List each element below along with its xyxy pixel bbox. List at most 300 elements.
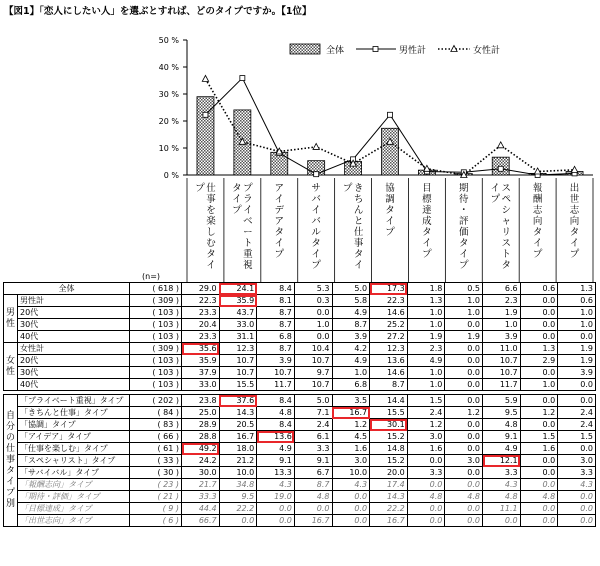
value-cell: 16.7	[370, 515, 408, 527]
value-cell: 3.9	[558, 367, 596, 379]
category-label	[570, 182, 580, 260]
value-cell: 4.3	[257, 479, 295, 491]
value-cell: 30.1	[370, 419, 408, 431]
value-cell: 1.0	[407, 319, 445, 331]
row-label: 「プライベート重視」タイプ	[18, 395, 130, 407]
category-label-char: イ	[274, 194, 285, 205]
value-cell: 0.0	[407, 455, 445, 467]
value-cell: 10.4	[294, 343, 332, 355]
value-cell: 0.0	[294, 503, 332, 515]
value-cell: 0.0	[445, 343, 483, 355]
value-cell: 1.0	[558, 307, 596, 319]
value-cell: 43.7	[219, 307, 257, 319]
category-label-char: ト	[501, 249, 511, 260]
category-label-char: 標	[422, 194, 432, 205]
value-cell: 8.7	[257, 319, 295, 331]
value-cell: 8.4	[257, 395, 295, 407]
value-cell: 3.0	[445, 455, 483, 467]
table-row	[4, 379, 596, 391]
category-label-char: 重	[243, 249, 253, 260]
value-cell: 0.0	[520, 367, 558, 379]
value-cell: 9.1	[483, 431, 521, 443]
male-point-4	[314, 172, 319, 177]
value-cell: 12.3	[370, 343, 408, 355]
value-cell: 6.8	[257, 331, 295, 343]
value-cell: 4.9	[407, 355, 445, 367]
row-label: 「スペシャリスト」タイプ	[18, 455, 130, 467]
value-cell: 0.0	[445, 355, 483, 367]
value-cell: 27.2	[370, 331, 408, 343]
category-label-char: プ	[422, 249, 432, 260]
value-cell: 21.2	[219, 455, 257, 467]
value-cell: 20.4	[182, 319, 220, 331]
value-cell: 35.6	[182, 343, 220, 355]
row-label: 20代	[18, 307, 130, 319]
n-label: (n=)	[142, 272, 161, 281]
value-cell: 1.0	[407, 307, 445, 319]
value-cell: 1.9	[558, 343, 596, 355]
value-cell: 0.0	[520, 319, 558, 331]
category-label-char: プ	[385, 227, 395, 238]
category-label-char: サ	[311, 183, 321, 194]
category-label-char: イ	[232, 194, 242, 205]
male-point-1	[203, 112, 208, 117]
value-cell: 1.3	[520, 343, 558, 355]
category-label-char: ア	[274, 183, 285, 194]
category-label-char: ベ	[243, 216, 253, 227]
value-cell: 4.8	[483, 491, 521, 503]
value-cell: 17.4	[370, 479, 408, 491]
value-cell: 1.6	[407, 443, 445, 455]
category-label-char: き	[353, 183, 364, 194]
row-n: ( 103 )	[130, 319, 182, 331]
row-n: ( 83 )	[130, 419, 182, 431]
category-label-char: プ	[532, 249, 543, 260]
category-label-char: タ	[206, 249, 216, 260]
row-label: 「きちんと仕事」タイプ	[18, 407, 130, 419]
value-cell: 1.9	[558, 355, 596, 367]
value-cell: 4.9	[332, 307, 370, 319]
value-cell: 6.1	[294, 431, 332, 443]
row-label: 男性計	[18, 295, 130, 307]
category-label-char: イ	[353, 260, 364, 271]
table-row	[4, 419, 596, 431]
category-label-char: タ	[532, 227, 543, 238]
value-cell: 14.8	[370, 443, 408, 455]
value-cell: 2.4	[294, 419, 332, 431]
value-cell: 14.3	[370, 491, 408, 503]
category-label-char: 向	[532, 216, 543, 227]
value-cell: 0.0	[332, 515, 370, 527]
category-label	[311, 183, 321, 271]
table-row	[4, 367, 596, 379]
category-label-char: ・	[459, 205, 469, 216]
value-cell: 15.2	[370, 455, 408, 467]
category-label-char: 報	[532, 183, 543, 194]
table-row	[4, 455, 596, 467]
row-label: 40代	[18, 331, 130, 343]
value-cell: 25.2	[370, 319, 408, 331]
category-label-char: プ	[274, 249, 285, 260]
category-label	[422, 183, 432, 260]
value-cell: 0.0	[520, 515, 558, 527]
value-cell: 10.7	[294, 355, 332, 367]
table-row	[4, 307, 596, 319]
category-label-char: シ	[501, 205, 511, 216]
category-label-char: 酬	[532, 194, 543, 205]
value-cell: 0.0	[483, 515, 521, 527]
category-label-char: タ	[353, 249, 364, 260]
value-cell: 1.5	[558, 431, 596, 443]
value-cell: 49.2	[182, 443, 220, 455]
value-cell: 31.1	[219, 331, 257, 343]
category-label-char: 期	[459, 183, 469, 194]
value-cell: 3.9	[483, 331, 521, 343]
value-cell: 1.5	[520, 431, 558, 443]
category-label	[459, 182, 469, 271]
value-cell: 33.0	[219, 319, 257, 331]
row-n: ( 103 )	[130, 355, 182, 367]
value-cell: 14.6	[370, 367, 408, 379]
value-cell: 1.3	[558, 283, 596, 295]
category-label-char: タ	[385, 205, 395, 216]
category-label-char: タ	[501, 260, 511, 271]
category-label-char: ラ	[243, 194, 253, 205]
value-cell: 0.0	[520, 307, 558, 319]
value-cell: 0.0	[445, 419, 483, 431]
value-cell: 3.0	[558, 455, 596, 467]
value-cell: 3.0	[407, 431, 445, 443]
row-n: ( 618 )	[130, 283, 182, 295]
category-label-char: プ	[569, 249, 580, 260]
value-cell: 1.0	[483, 319, 521, 331]
category-label-char: プ	[195, 183, 205, 194]
category-label-char: イ	[532, 238, 543, 249]
y-tick-label: 20 %	[158, 117, 179, 126]
value-cell: 0.6	[558, 295, 596, 307]
category-label-char: を	[206, 205, 216, 216]
value-cell: 0.0	[294, 331, 332, 343]
category-label-char: ー	[243, 227, 253, 238]
value-cell: 10.7	[219, 367, 257, 379]
category-label-char: む	[206, 238, 216, 249]
value-cell: 0.0	[332, 491, 370, 503]
category-label	[343, 183, 364, 271]
value-cell: 4.8	[445, 491, 483, 503]
row-n: ( 84 )	[130, 407, 182, 419]
value-cell: 35.9	[182, 355, 220, 367]
row-label: 40代	[18, 379, 130, 391]
row-n: ( 23 )	[130, 479, 182, 491]
y-tick-label: 50 %	[158, 36, 179, 45]
value-cell: 6.8	[332, 379, 370, 391]
female-point-9	[498, 142, 504, 148]
value-cell: 18.0	[219, 443, 257, 455]
value-cell: 10.7	[483, 355, 521, 367]
female-point-4	[313, 143, 319, 149]
group-label: 自分の仕事タイプ別	[4, 395, 18, 527]
value-cell: 2.4	[558, 419, 596, 431]
row-n: ( 61 )	[130, 443, 182, 455]
value-cell: 1.9	[445, 331, 483, 343]
category-label-char: 成	[422, 216, 432, 227]
row-n: ( 6 )	[130, 515, 182, 527]
value-cell: 24.1	[219, 283, 257, 295]
value-cell: 14.3	[219, 407, 257, 419]
value-cell: 1.2	[445, 407, 483, 419]
value-cell: 9.5	[219, 491, 257, 503]
value-cell: 10.7	[483, 367, 521, 379]
value-cell: 1.0	[445, 295, 483, 307]
category-label-char: ル	[311, 227, 321, 238]
value-cell: 15.5	[370, 407, 408, 419]
category-label-char: 仕	[353, 227, 364, 238]
value-cell: 6.6	[483, 283, 521, 295]
category-label-char: ス	[501, 183, 511, 194]
bar-6	[382, 128, 399, 175]
category-label-char: タ	[232, 183, 242, 194]
category-label-char: 調	[385, 194, 395, 205]
table-row	[4, 319, 596, 331]
value-cell: 1.0	[558, 319, 596, 331]
value-cell: 8.4	[257, 419, 295, 431]
value-cell: 35.9	[219, 295, 257, 307]
category-label-char: 出	[569, 183, 580, 194]
row-label: 「アイデア」タイプ	[18, 431, 130, 443]
value-cell: 0.0	[558, 395, 596, 407]
category-label-char: 達	[422, 205, 432, 216]
category-label-char: タ	[422, 227, 432, 238]
table-row	[4, 343, 596, 355]
table-row	[4, 467, 596, 479]
value-cell: 16.7	[294, 515, 332, 527]
value-cell: 3.5	[332, 395, 370, 407]
value-cell: 3.0	[332, 455, 370, 467]
category-label-char: ん	[353, 205, 364, 216]
category-label	[232, 183, 253, 271]
value-cell: 4.2	[332, 343, 370, 355]
value-cell: 0.0	[558, 503, 596, 515]
value-cell: 4.3	[332, 479, 370, 491]
category-label-char: イ	[422, 238, 432, 249]
table-row	[4, 331, 596, 343]
value-cell: 15.5	[219, 379, 257, 391]
value-cell: 14.6	[370, 307, 408, 319]
value-cell: 8.7	[294, 479, 332, 491]
category-label-char: 事	[353, 238, 364, 249]
value-cell: 4.3	[558, 479, 596, 491]
value-cell: 3.9	[332, 331, 370, 343]
value-cell: 1.0	[407, 379, 445, 391]
row-label: 「サバイバル」タイプ	[18, 467, 130, 479]
value-cell: 10.0	[332, 467, 370, 479]
value-cell: 1.6	[332, 443, 370, 455]
value-cell: 0.0	[445, 367, 483, 379]
category-label-char: し	[206, 227, 216, 238]
category-label	[490, 183, 511, 271]
value-cell: 0.0	[445, 431, 483, 443]
value-cell: 4.8	[520, 491, 558, 503]
category-label-char: タ	[274, 227, 285, 238]
value-cell: 3.3	[407, 467, 445, 479]
value-cell: 4.3	[483, 479, 521, 491]
value-cell: 4.5	[332, 431, 370, 443]
value-cell: 4.9	[257, 443, 295, 455]
row-label: 30代	[18, 367, 130, 379]
group-label: 女性	[4, 343, 18, 391]
value-cell: 0.5	[445, 283, 483, 295]
value-cell: 1.2	[407, 419, 445, 431]
category-label-char: 評	[459, 216, 469, 227]
value-cell: 1.2	[520, 407, 558, 419]
value-cell: 12.3	[219, 343, 257, 355]
value-cell: 4.8	[257, 407, 295, 419]
value-cell: 0.0	[332, 503, 370, 515]
value-cell: 15.2	[370, 431, 408, 443]
row-n: ( 309 )	[130, 295, 182, 307]
value-cell: 0.0	[407, 503, 445, 515]
value-cell: 1.0	[332, 367, 370, 379]
category-label-char: イ	[490, 183, 500, 194]
category-label	[195, 182, 216, 271]
category-label-char: 目	[422, 183, 432, 194]
value-cell: 2.4	[407, 407, 445, 419]
category-label-char: 楽	[206, 216, 216, 227]
category-label-char: イ	[243, 205, 253, 216]
row-label: 20代	[18, 355, 130, 367]
category-label-char: ト	[243, 238, 253, 249]
value-cell: 17.3	[370, 283, 408, 295]
value-cell: 1.9	[407, 331, 445, 343]
value-cell: 9.1	[294, 455, 332, 467]
row-label: 女性計	[18, 343, 130, 355]
value-cell: 10.7	[219, 355, 257, 367]
value-cell: 22.3	[370, 295, 408, 307]
category-label	[275, 183, 285, 260]
value-cell: 0.0	[520, 455, 558, 467]
value-cell: 22.3	[182, 295, 220, 307]
value-cell: 28.9	[182, 419, 220, 431]
value-cell: 22.2	[219, 503, 257, 515]
value-cell: 13.6	[257, 431, 295, 443]
table-row	[4, 503, 596, 515]
y-tick-label: 30 %	[158, 90, 179, 99]
row-n: ( 33 )	[130, 455, 182, 467]
value-cell: 5.9	[483, 395, 521, 407]
value-cell: 4.9	[332, 355, 370, 367]
value-cell: 2.3	[407, 343, 445, 355]
value-cell: 34.8	[219, 479, 257, 491]
value-cell: 5.8	[332, 295, 370, 307]
value-cell: 29.0	[182, 283, 220, 295]
row-n: ( 30 )	[130, 467, 182, 479]
value-cell: 1.3	[407, 295, 445, 307]
value-cell: 2.4	[558, 407, 596, 419]
value-cell: 1.0	[294, 319, 332, 331]
value-cell: 0.0	[558, 515, 596, 527]
row-label: 「仕事を楽しむ」タイプ	[18, 443, 130, 455]
value-cell: 3.9	[257, 355, 295, 367]
category-label-char: デ	[274, 205, 285, 216]
value-cell: 28.8	[182, 431, 220, 443]
table-row	[4, 431, 596, 443]
value-cell: 23.3	[182, 331, 220, 343]
row-label: 「期待・評価」タイプ	[18, 491, 130, 503]
category-label-char: 向	[569, 216, 580, 227]
category-label-char: リ	[501, 227, 511, 238]
value-cell: 44.4	[182, 503, 220, 515]
male-point-9	[498, 166, 503, 171]
category-label-char: プ	[311, 260, 321, 271]
category-label-char: 志	[532, 205, 543, 216]
data-table	[3, 282, 596, 527]
value-cell: 37.9	[182, 367, 220, 379]
value-cell: 0.0	[520, 331, 558, 343]
value-cell: 2.3	[483, 295, 521, 307]
legend-swatch-total	[290, 44, 320, 54]
value-cell: 8.4	[257, 283, 295, 295]
category-label-char: プ	[459, 260, 469, 271]
value-cell: 0.6	[520, 283, 558, 295]
value-cell: 1.8	[407, 283, 445, 295]
y-tick-label: 40 %	[158, 63, 179, 72]
table-row	[4, 491, 596, 503]
category-label-char: タ	[569, 227, 580, 238]
figure-title: 【図1】「恋人にしたい人」を選ぶとすれば、どのタイプですか。【1位】	[4, 6, 312, 17]
value-cell: 4.8	[294, 491, 332, 503]
value-cell: 1.6	[520, 443, 558, 455]
category-label-char: ち	[353, 194, 364, 205]
male-point-2	[240, 76, 245, 81]
value-cell: 11.7	[483, 379, 521, 391]
value-cell: 19.0	[257, 491, 295, 503]
row-label: 「報酬志向」タイプ	[18, 479, 130, 491]
value-cell: 9.5	[483, 407, 521, 419]
value-cell: 22.2	[370, 503, 408, 515]
row-n: ( 103 )	[130, 331, 182, 343]
value-cell: 16.7	[219, 431, 257, 443]
category-label-char: イ	[569, 238, 580, 249]
value-cell: 5.0	[332, 283, 370, 295]
category-label-char: イ	[274, 238, 285, 249]
value-cell: 0.0	[445, 379, 483, 391]
row-n: ( 103 )	[130, 379, 182, 391]
value-cell: 37.6	[219, 395, 257, 407]
value-cell: 30.0	[182, 467, 220, 479]
category-label-char: プ	[243, 183, 253, 194]
value-cell: 7.1	[294, 407, 332, 419]
value-cell: 0.0	[407, 479, 445, 491]
category-label-char: プ	[232, 205, 242, 216]
row-label: 「協調」タイプ	[18, 419, 130, 431]
value-cell: 0.0	[558, 379, 596, 391]
value-cell: 0.0	[445, 479, 483, 491]
category-label-char: タ	[311, 238, 321, 249]
y-tick-label: 0 %	[163, 171, 179, 180]
category-label-char: ス	[501, 238, 511, 249]
row-n: ( 103 )	[130, 307, 182, 319]
category-label-char: イ	[311, 249, 321, 260]
value-cell: 16.7	[332, 407, 370, 419]
value-cell: 33.3	[182, 491, 220, 503]
table-row	[4, 407, 596, 419]
category-label-char: 世	[569, 194, 580, 205]
value-cell: 20.0	[370, 467, 408, 479]
category-label-char: バ	[311, 216, 321, 227]
value-cell: 8.7	[370, 379, 408, 391]
table-row	[4, 295, 596, 307]
value-cell: 4.8	[407, 491, 445, 503]
